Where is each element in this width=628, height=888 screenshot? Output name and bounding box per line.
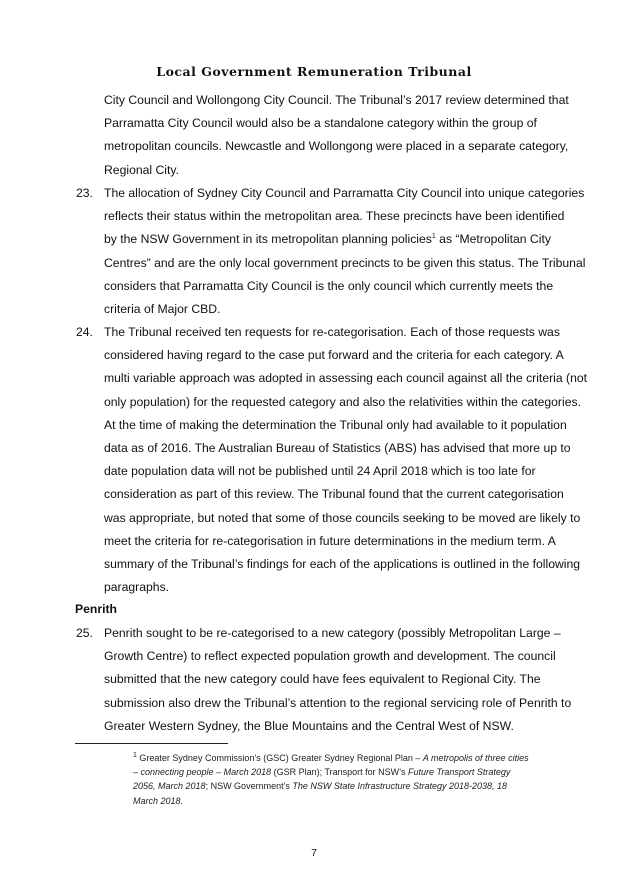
paragraph-line: reflects their status within the metropolitan area. These precincts have been identified — [104, 209, 565, 224]
footnote-line — [133, 751, 553, 765]
paragraph-line: Growth Centre) to reflect expected population growth and development. The council — [104, 649, 556, 664]
footnote-line — [133, 765, 553, 779]
paragraph-line: was appropriate, but noted that some of those councils seeking to be moved are likely to — [104, 510, 581, 525]
paragraph-line: paragraphs. — [104, 580, 170, 595]
paragraph-25 — [104, 622, 572, 738]
paragraph-line: summary of the Tribunal’s findings for each of the applications is outlined in the following — [104, 556, 581, 571]
footnote-text: Greater Sydney Commission’s (GSC) Greater Sydney Regional Plan – — [136, 753, 423, 763]
paragraph-line: multi variable approach was adopted in assessing each council against all the criteria (not — [104, 371, 588, 386]
line-text: by the NSW Government in its metropolitan planning policies — [104, 232, 432, 247]
paragraph-line: consideration as part of this review. The Tribunal found that the current categorisation — [104, 487, 564, 502]
paragraph-line: criteria of Major CBD. — [104, 301, 221, 316]
page-number: 7 — [311, 847, 317, 859]
paragraph-line: Regional City. — [104, 162, 179, 177]
paragraph-line: date population data will not be published until 24 April 2018 which is too late for — [104, 464, 536, 479]
paragraph-line: Centres” and are the only local government precincts to be given this status. The Tribunal — [104, 255, 586, 270]
paragraph-line: The allocation of Sydney City Council and Parramatta City Council into unique categories — [104, 186, 585, 200]
paragraph-24 — [104, 321, 588, 599]
footnote-title: The NSW State Infrastructure Strategy 2018-2038, 18 — [292, 781, 508, 792]
footnote-text: ; NSW Government’s — [205, 781, 293, 792]
paragraph-line: Penrith sought to be re-categorised to a new category (possibly Metropolitan Large – — [104, 626, 561, 640]
footnote-marker: 1 — [133, 752, 137, 759]
paragraph-line: submission also drew the Tribunal’s attention to the regional servicing role of Penrith to — [104, 695, 572, 710]
footnote-separator — [75, 743, 228, 744]
footnote-title: Future Transport Strategy — [407, 767, 511, 778]
footnote-title: 2056, March 2018 — [133, 781, 206, 792]
paragraph-line: only population) for the requested category and also the relativities within the categories. — [104, 394, 581, 409]
running-header: Local Government Remuneration Tribunal — [156, 64, 472, 79]
paragraph-line: At the time of making the determination the Tribunal only had available to it population — [104, 417, 567, 432]
paragraph-line: Greater Western Sydney, the Blue Mountains and the Central West of NSW. — [104, 718, 514, 733]
paragraph-number-24: 24. — [76, 325, 93, 339]
paragraph-number-23: 23. — [76, 186, 93, 200]
paragraph-line — [104, 228, 554, 251]
footnote-title: A metropolis of three cities — [422, 753, 529, 763]
footnote-title: March 2018. — [133, 795, 184, 806]
section-heading-penrith: Penrith — [75, 602, 117, 616]
paragraph-line: considers that Parramatta City Council is the only council which currently meets the — [104, 278, 554, 293]
paragraph-line: Parramatta City Council would also be a standalone category within the group of — [104, 116, 537, 131]
paragraph-line: considered having regard to the case put forward and the criteria for each category. A — [104, 348, 564, 363]
paragraph-23 — [104, 182, 586, 321]
paragraph-line: City Council and Wollongong City Council. The Tribunal’s 2017 review determined that — [104, 93, 569, 107]
paragraph-line: The Tribunal received ten requests for re-categorisation. Each of those requests was — [104, 325, 560, 339]
paragraph-line: meet the criteria for re-categorisation in future determinations in the medium term. A — [104, 533, 556, 548]
footnote-line — [133, 794, 553, 808]
footnote — [133, 751, 553, 808]
paragraph-line: metropolitan councils. Newcastle and Wollongong were placed in a separate category, — [104, 139, 569, 154]
footnote-text: (GSR Plan); Transport for NSW’s — [271, 767, 408, 778]
paragraph-line: submitted that the new category could have fees equivalent to Regional City. The — [104, 672, 541, 687]
intro-paragraph — [104, 89, 569, 182]
footnote-reference: 1 — [431, 233, 436, 241]
footnote-line — [133, 779, 553, 793]
paragraph-number-25: 25. — [76, 626, 93, 640]
line-text: as “Metropolitan City — [435, 232, 551, 247]
footnote-title: – connecting people – March 2018 — [133, 767, 272, 778]
paragraph-line: data as of 2016. The Australian Bureau of Statistics (ABS) has advised that more up to — [104, 440, 571, 455]
